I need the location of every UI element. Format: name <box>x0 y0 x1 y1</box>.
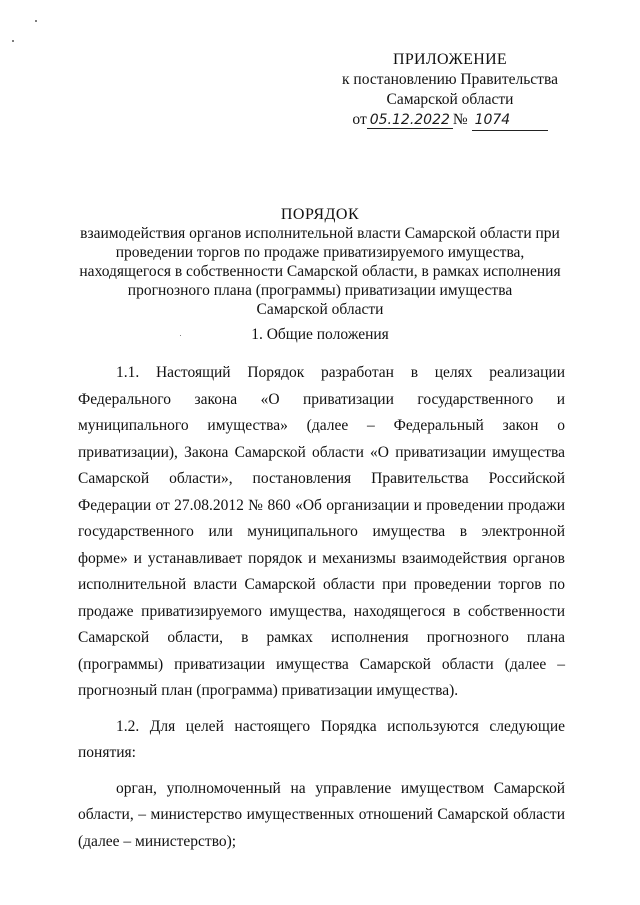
document-title-block <box>60 205 580 319</box>
document-subtitle-line: находящегося в собственности Самарской области, в рамках исполнения <box>79 263 561 280</box>
appendix-line-1: к постановлению Правительства <box>342 71 558 88</box>
handwritten-date: 05.12.2022 <box>367 112 453 129</box>
document-subtitle-line: прогнозного плана (программы) приватизации имущества <box>127 282 513 299</box>
appendix-block <box>330 50 570 131</box>
section-title: 1. Общие положения <box>251 326 389 343</box>
document-body <box>78 360 565 864</box>
paragraph-1-1: 1.1. Настоящий Порядок разработан в целях реализации Федерального закона «О приватизации государственного и муниципального имущества» (далее – Федеральный закон о приватизации), Закона Самарской области «О приватизации имущества Самарской области», постановления Правительства Российской Федерации от 27.08.2012 № 860 «Об организации и проведении продажи государственного или муниципального имущества в электронной форме» и устанавливает порядок и механизмы взаимодействия органов исполнительной власти Самарской области при проведении торгов по продаже приватизируемого имущества, находящегося в собственности Самарской области, в рамках исполнения прогнозного плана (программы) приватизации имущества Самарской области (далее – прогнозный план (программа) приватизации имущества). <box>78 364 565 699</box>
handwritten-number: 1074 <box>472 110 548 131</box>
paragraph-definition: орган, уполномоченный на управление имуществом Самарской области, – министерство имущественных отношений Самарской области (далее – министерство); <box>78 779 565 850</box>
date-prefix: от <box>352 111 367 128</box>
appendix-title: ПРИЛОЖЕНИЕ <box>392 51 507 68</box>
scan-speck <box>12 40 14 42</box>
document-subtitle-line: проведении торгов по продаже приватизируемого имущества, <box>115 244 525 261</box>
appendix-line-2: Самарской области <box>386 91 514 108</box>
document-heading: ПОРЯДОК <box>280 206 360 223</box>
number-prefix: № <box>452 111 468 128</box>
date-number-line <box>352 110 547 131</box>
document-subtitle-line: взаимодействия органов исполнительной власти Самарской области при <box>80 225 560 242</box>
paragraph-1-2: 1.2. Для целей настоящего Порядка используются следующие понятия: <box>78 717 565 761</box>
document-subtitle-line: Самарской области <box>256 301 384 318</box>
scan-speck <box>35 20 37 22</box>
